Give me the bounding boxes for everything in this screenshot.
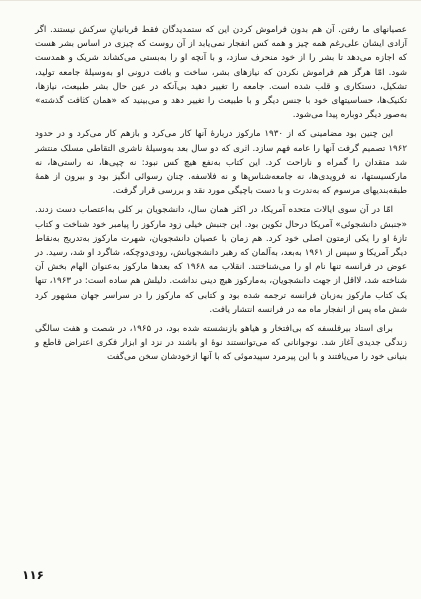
paragraph-1: عصیانهای ما رفتن. آن هم بدون فراموش کردن این که ستمدیدگان فقط قربانیانِ سرکش نیستند. اگر آزادی ایشان علی‌رغم همه چیز و همه کس انفجار نمی‌یابد از آن روست که چیزی در اساس بشر هست که اجازه می‌دهد تا بشر را از خود منحرف سازد، و با آنچه او را به‌بستی می‌کشاند شریک و همدست شود. امّا هرگز هم فراموش نکردن که نیازهای بشر، ساخت و بافت درونی او به‌وسیلهٔ جامعه تولید، تشکیل، دستکاری و قلب شده است. جامعه را تغییر دهید بی‌آنکه در عین حال بشر طبیعت، نیازها، تکنیک‌ها، حساسیتهای خود با جنس دیگر و با طبیعت را تغییر دهد و می‌بینید که «همان کثافت گذشته» به‌صور دیگر دوباره پیدا می‌شود. [35,25,407,121]
paragraph-3: امّا در آن سوی ایالات متحده آمریکا، در اکثر همان سال، دانشجویان بر کلی به‌اعتصاب دست زدند. «جنبش دانشجوئی» آمریکا درحال تکوین بود. این جنبش خیلی زود مارکوز را پیامبر خود شناخت و کتاب تازهٔ او را یکی ازمتون اصلی خود کرد. هم زمان با عصیان دانشجویان، شهرت مارکوز به‌تدریج به‌نقاط دیگر آمریکا و سپس از ۱۹۶۱ به‌بعد، به‌آلمان که رهبر دانشجویانش، رودی‌دوچکه، شاگرد او شد، رسید. در عوض در فرانسه تنها نام او را می‌شناختند. انقلاب مه ۱۹۶۸ که بعدها مارکوز به‌عنوان الهام بخش آن شناخته شد، لااقل از جهت دانشجویان، به‌مارکوز هیچ دینی نداشت. دلیلش هم ساده است: در ۱۹۶۳، تنها یک کتاب مارکوز به‌زبان فرانسه ترجمه شده بود و کتابی که مارکوز را در سراسر جهان مشهور کرد شش ماه پس از انفجار ماه مه در فرانسه انتشار یافت. [35,205,408,315]
body-text [35,23,407,365]
paragraph-2: این چنین بود مضامینی که از ۱۹۳۰ مارکوز دربارهٔ آنها کار می‌کرد و بازهم کار می‌کرد و در حدود ۱۹۶۲ تصمیم گرفت آنها را عامه فهم سازد. اثری که دو سال بعد به‌وسیلهٔ ناشری التقاطی مسلک منتشر شد متقدان را گمراه و ناراحت کرد. این کتاب به‌نفع هیچ کس نبود: نه چپی‌ها، نه راستی‌ها، نه مارکسیستها، نه فرویدی‌ها، نه جامعه‌شناس‌ها و نه فلاسفه. چنان رسوائی انگیز بود و بیرون از همهٔ طبقه‌بندیهای مرسوم که به‌ندرت و با دست باچیگی مورد نقد و بررسی قرار گرفت. [35,129,407,197]
paragraph-4: برای استاد بیرفلسفه که بی‌افتخار و هیاهو بازنشسته شده بود، در ۱۹۶۵، در شصت و هفت سالگی زندگی جدیدی آغاز شد. نوجوانانی که می‌توانستند نوهٔ او باشند در نزد او ابزار فکری اعتراض قاطع و بنیانی خود را می‌یافتند و با این پیرمرد سپیدموئی که با آنها ازخودشان سخن می‌گفت [35,324,407,363]
page-number: ۱۱۶ [22,568,44,582]
